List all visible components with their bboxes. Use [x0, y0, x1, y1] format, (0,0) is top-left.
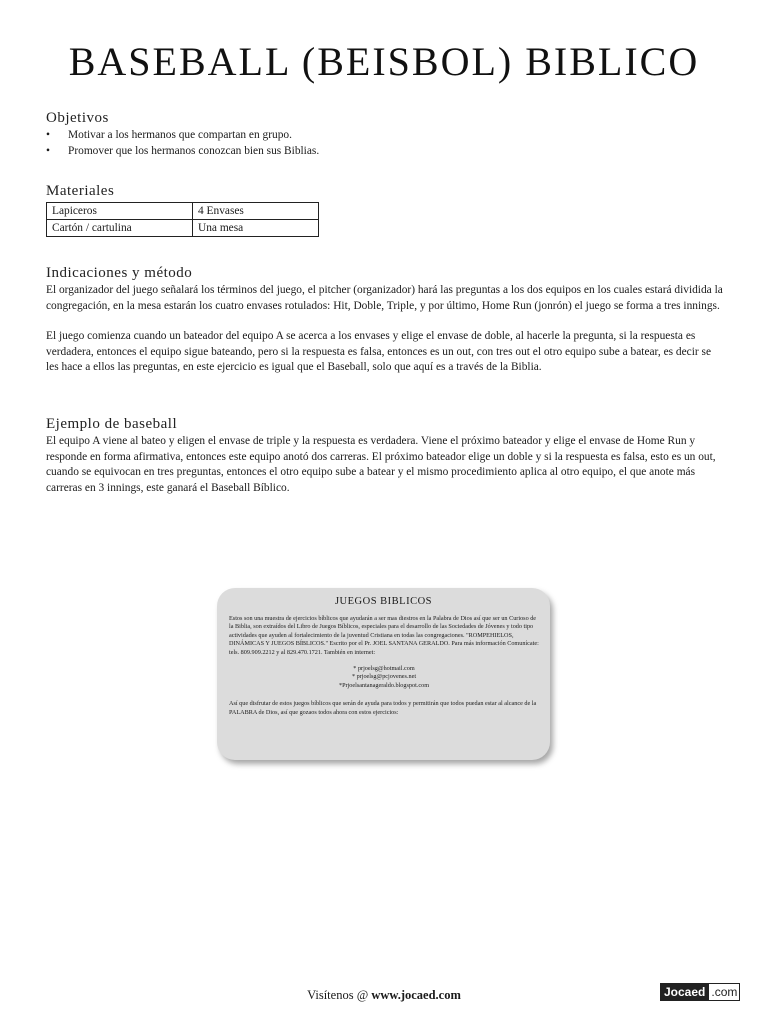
card-paragraph-2: Así que disfrutar de estos juegos bíblicos que serán de ayuda para todos y permitirán que todos puedan estar al alcance de la PALABRA de Dios, así que gozaos todos ahora con estos ejercicios:	[229, 700, 537, 716]
logo-suffix: .com	[709, 983, 740, 1001]
list-item: • Promover que los hermanos conozcan bien sus Biblias.	[46, 144, 726, 160]
jocaed-logo	[660, 983, 740, 1001]
ejemplo-section	[46, 416, 726, 496]
table-row	[47, 220, 319, 237]
card-title: JUEGOS BIBLICOS	[334, 596, 433, 607]
list-item: • Motivar a los hermanos que compartan en grupo.	[46, 128, 726, 144]
indicaciones-paragraph-2: El juego comienza cuando un bateador del equipo A se acerca a los envases y elige el envase de doble, al hacerle la pregunta, si la respuesta es verdadera, entonces el equipo sigue bateando, pero si la respuesta es falsa, entonces es un out, con tres out el otro equipo sube a batear, es decir se les hace a ellos las preguntas, en este ejercicio es igual que el Baseball, solo que aquí es a través de la Biblia.	[46, 330, 712, 373]
ejemplo-heading: Ejemplo de baseball	[46, 416, 178, 432]
page-title: BASEBALL (BEISBOL) BIBLICO	[68, 39, 700, 84]
materiales-heading: Materiales	[46, 183, 115, 199]
indicaciones-section	[46, 265, 726, 376]
table-cell: Cartón / cartulina	[47, 220, 193, 237]
contact-email[interactable]: * prjoelsg@hotmail.com	[353, 665, 415, 673]
objetivos-heading: Objetivos	[46, 110, 109, 126]
objetivos-list	[46, 128, 726, 159]
table-row	[47, 203, 319, 220]
logo-main: Jocaed	[660, 983, 709, 1001]
card-contacts	[229, 665, 539, 690]
indicaciones-heading: Indicaciones y método	[46, 265, 193, 281]
table-cell: 4 Envases	[193, 203, 319, 220]
objetivos-section	[46, 110, 726, 159]
table-cell: Lapiceros	[47, 203, 193, 220]
card-paragraph-1: Estos son una muestra de ejercicios bíblicos que ayudarán a ser mas diestros en la Palabra de Dios así que ser un Curioso de la Biblia, son extraídos del Libro de Juegos Bíblicos, especiales para el desarrollo de las Sociedades de Jóvenes y todo tipo actividades que ayuden al fortalecimiento de la juventud Cristiana en todas las congregaciones. "ROMPEHIELOS, DINÁMICAS Y JUEGOS BÍBLICOS." Escrito por el Pr. JOEL SANTANA GERALDO. Para más información Comunícate: tels. 809.909.2212 y al 829.470.1721. También en internet:	[229, 615, 539, 656]
footer-link[interactable]: www.jocaed.com	[371, 988, 461, 1002]
materiales-section	[46, 183, 726, 237]
card-body	[229, 615, 539, 717]
footer	[0, 988, 768, 1003]
materiales-table	[46, 202, 319, 237]
juegos-biblicos-card	[217, 588, 550, 760]
contact-email[interactable]: * prjoelsg@pcjovenes.net	[351, 673, 417, 681]
contact-blog[interactable]: *Prjoelsantanageraldo.blogspot.com	[338, 681, 430, 689]
table-cell: Una mesa	[193, 220, 319, 237]
ejemplo-paragraph: El equipo A viene al bateo y eligen el envase de triple y la respuesta es verdadera. Viene el próximo bateador y elige el envase de Home Run y responde en forma afirmativa, entonces este equipo anotó dos carreras. El próximo bateador elige un doble y si la respuesta es falsa, esto es un out, cuando se equivocan en tres preguntas, entonces el otro equipo sube a batear y el mismo procedimiento aplica al otro equipo, el que anote más carreras en 3 innings, este ganará el Baseball Bíblico.	[46, 435, 716, 494]
indicaciones-paragraph-1: El organizador del juego señalará los términos del juego, el pitcher (organizador) hará las preguntas a los dos equipos en los cuales estará dividida la congregación, en la mesa estarán los cuatro envases rotulados: Hit, Doble, Triple, y por último, Home Run (jonrón) el juego se forma a tres innings.	[46, 284, 723, 312]
footer-prefix: Visítenos @	[307, 988, 372, 1002]
